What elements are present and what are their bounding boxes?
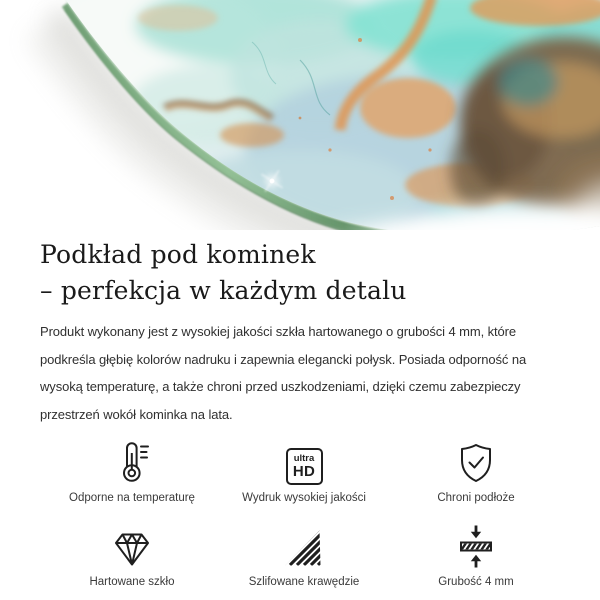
diamond-icon: [110, 521, 154, 569]
feature-label: Szlifowane krawędzie: [248, 576, 360, 588]
feature-protects-floor: [390, 437, 562, 505]
page-title: [40, 237, 564, 309]
product-image: [0, 0, 600, 230]
feature-tempered-glass: [46, 521, 218, 589]
feature-grid: [46, 437, 564, 589]
shield-check-icon: [454, 437, 498, 485]
glass-panel-image: [0, 0, 600, 230]
product-description-text: Produkt wykonany jest z wysokiej jakości szkła hartowanego o grubości 4 mm, które podkreśla głębię kolorów nadruku i zapewnia elegancki połysk. Posiada odporność na wysoką temperaturę, a także chroni przed uszkodzeniami, dzięki czemu zabezpieczy przestrzeń wokół kominka na lata.: [40, 324, 527, 422]
feature-label: Wydruk wysokiej jakości: [242, 492, 366, 504]
feature-temperature: [46, 437, 218, 505]
page-title-line2: – perfekcja w każdym detalu: [40, 276, 407, 305]
feature-label: Odporne na temperaturę: [69, 492, 195, 504]
product-description-section: [0, 237, 600, 589]
thermometer-icon: [110, 437, 154, 485]
page-title-line1: Podkład pod kominek: [40, 240, 316, 269]
ultra-hd-icon-text-bottom: HD: [292, 463, 316, 480]
thickness-icon: [454, 521, 498, 569]
feature-thickness: [390, 521, 562, 589]
feature-polished-edges: [218, 521, 390, 589]
feature-label: Chroni podłoże: [437, 492, 515, 504]
feature-print-quality: [218, 437, 390, 505]
ultra-hd-icon: [286, 437, 323, 485]
polished-edge-icon: [283, 521, 325, 569]
ultra-hd-icon-text-top: ultra: [293, 453, 315, 464]
feature-label: Hartowane szkło: [89, 576, 175, 588]
feature-label: Grubość 4 mm: [438, 576, 514, 588]
